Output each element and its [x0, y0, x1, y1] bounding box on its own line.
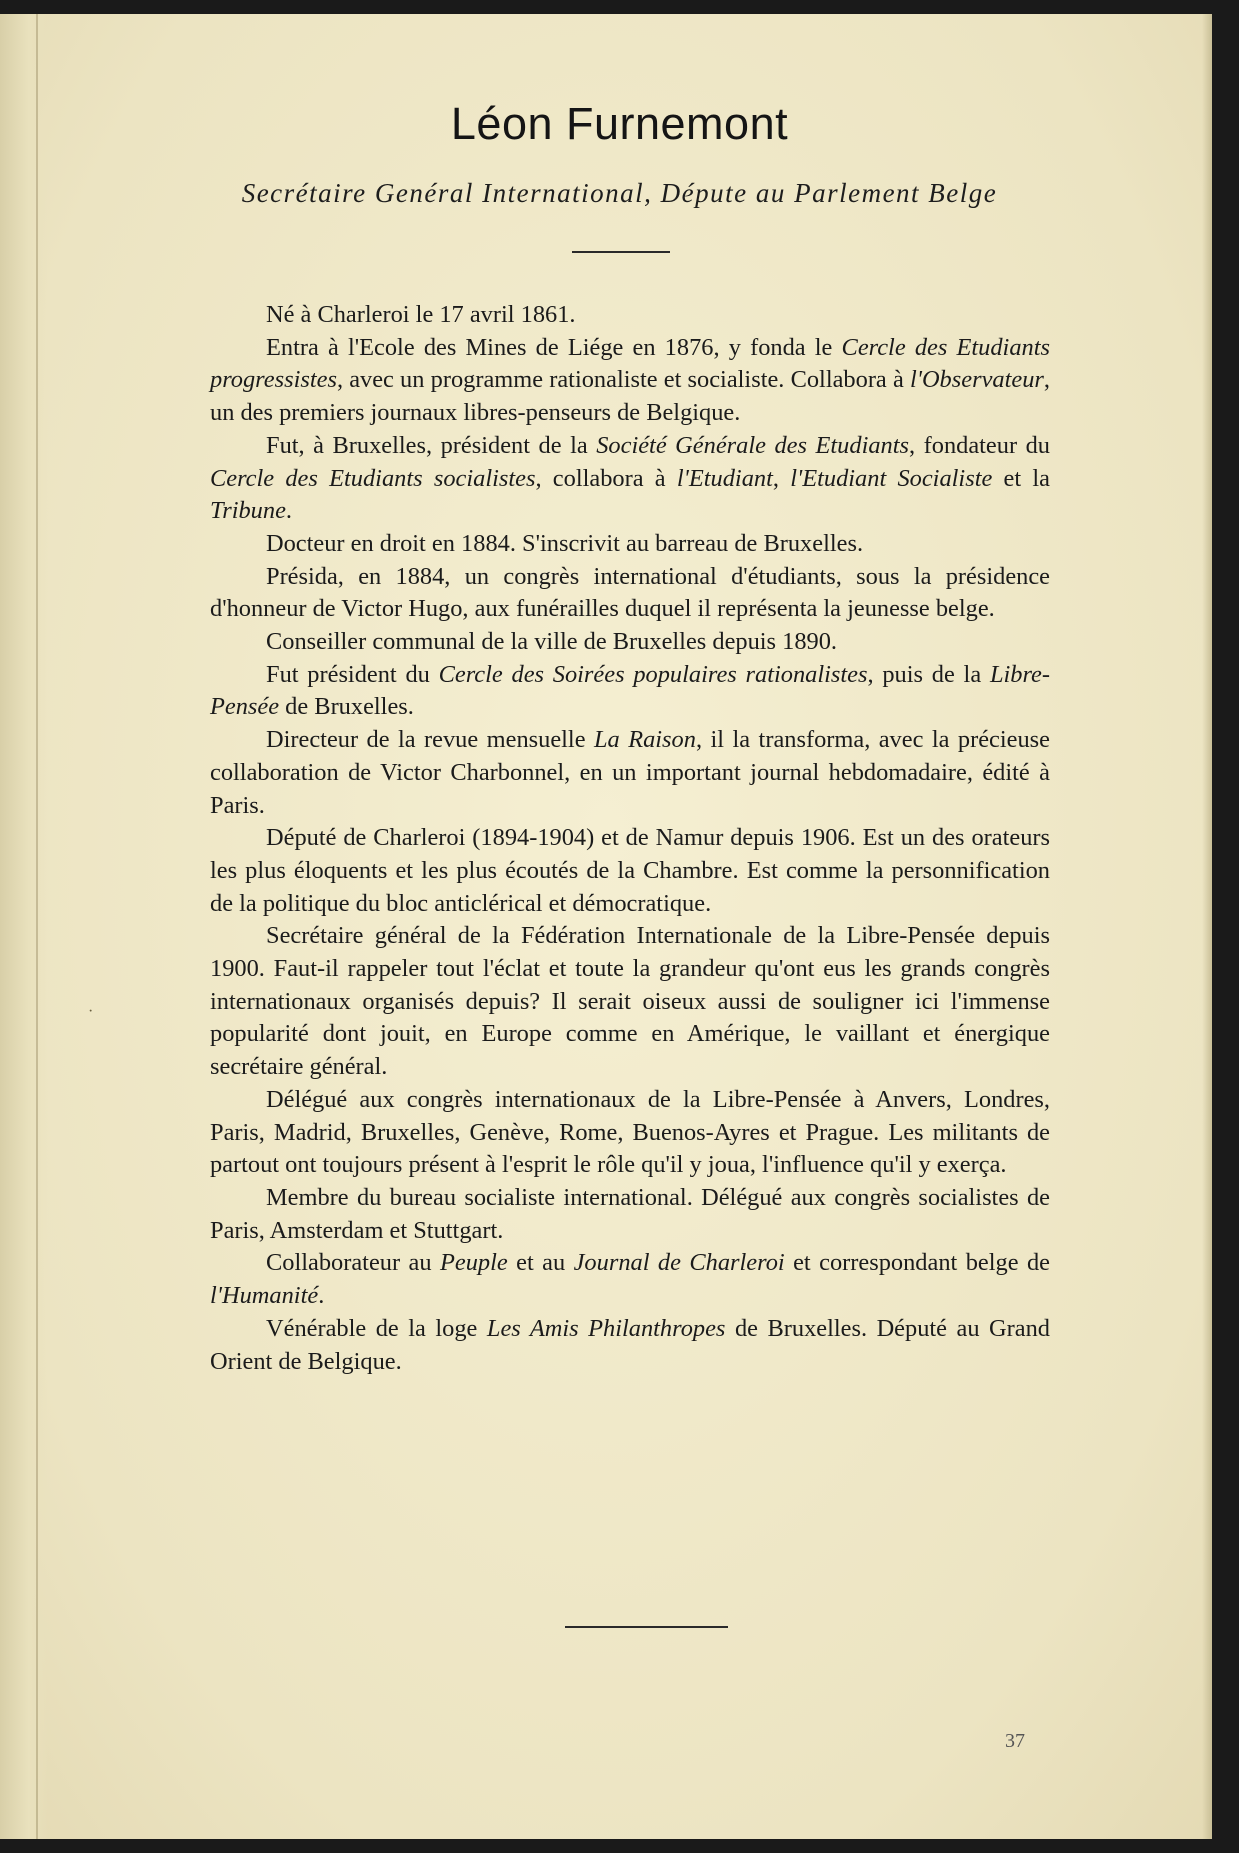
italic-title-text: Peuple	[439, 1249, 508, 1277]
paragraph-text: Député de Charleroi (1894-1904) et de Namur depuis 1906. Est un des orateurs les plus éloquents et les plus écoutés de la Chambre. Est comme la personnification de la politique du bloc anticlérical et démocratique.	[210, 824, 1050, 917]
binding-line	[36, 14, 38, 1839]
paragraph-text: Délégué aux congrès internationaux de la Libre-Pensée à Anvers, Londres, Paris, Madrid, Bruxelles, Genève, Rome, Buenos-Ayres et Prague. Les militants de partout ont toujours présent à l'esprit le rôle qu'il y joua, l'influence qu'il y exerça.	[210, 1085, 1050, 1179]
paragraph-text: Né à Charleroi le 17 avril 1861.	[266, 301, 576, 328]
paragraph	[210, 626, 1050, 659]
paragraph-text: , avec un programme rationaliste et socialiste. Collabora à	[336, 366, 910, 394]
page-subtitle: Secrétaire Genéral International, Députe au Parlement Belge	[241, 178, 998, 208]
paragraph-text: Secrétaire général de la Fédération Internationale de la Libre-Pensée depuis 1900. Faut-il rappeler tout l'éclat et toute la grandeur qu'ont eus les grands congrès internationaux organisés depuis? Il serait oiseux aussi de souligner ici l'immense popularité dont jouit, en Europe comme en Amérique, le vaillant et énergique secrétaire général.	[210, 922, 1050, 1081]
paragraph-text: Présida, en 1884, un congrès international d'étudiants, sous la présidence d'honneur de Victor Hugo, aux funérailles duquel il représenta la jeunesse belge.	[210, 562, 1050, 623]
paragraph-text: , puis de la	[867, 660, 990, 688]
paragraph-text: et correspondant belge de	[784, 1249, 1050, 1277]
italic-title-text: Les Amis Philanthropes	[486, 1314, 726, 1342]
italic-title-text: l'Observateur	[909, 366, 1044, 394]
paragraph-text: .	[285, 497, 293, 525]
end-divider	[565, 1626, 728, 1628]
page-title: Léon Furnemont	[450, 98, 789, 149]
page-gutter-shadow	[0, 14, 48, 1839]
paragraph-text: Fut président du	[266, 660, 439, 688]
paragraph	[210, 920, 1050, 1084]
paragraph-text: Membre du bureau socialiste international. Délégué aux congrès socialistes de Paris, Amsterdam et Stuttgart.	[210, 1183, 1050, 1244]
italic-title-text: Tribune	[210, 497, 286, 525]
biography-text	[210, 299, 1050, 1378]
paragraph-text: Vénérable de la loge	[266, 1314, 487, 1342]
paragraph-text: et la	[992, 464, 1050, 492]
italic-title-text: Cercle des Etudiants socialistes	[210, 464, 536, 492]
italic-title-text: Libre-Pensée	[210, 660, 1051, 721]
paragraph-text: Fut, à Bruxelles, président de la	[266, 431, 597, 459]
paragraph-text: ,	[772, 464, 791, 492]
paragraph-text: , collabora à	[535, 464, 677, 492]
paragraph-text: de Bruxelles. Député au Grand Orient de Belgique.	[210, 1314, 1050, 1375]
paragraph	[210, 528, 1050, 561]
paragraph-text: Collaborateur au	[266, 1249, 440, 1277]
paragraph-text: de Bruxelles.	[279, 693, 414, 721]
ink-speck: ·	[88, 1003, 94, 1020]
italic-title-text: Cercle des Soirées populaires rationalistes	[438, 660, 868, 688]
paragraph	[210, 561, 1050, 626]
paragraph	[210, 659, 1050, 724]
italic-title-text: Cercle des Etudiants progressistes	[210, 333, 1050, 394]
italic-title-text: Société Générale des Etudiants	[596, 431, 909, 459]
paragraph	[210, 1084, 1050, 1182]
paragraph-text: Entra à l'Ecole des Mines de Liége en 1876, y fonda le	[266, 333, 842, 361]
paragraph	[210, 724, 1050, 822]
paragraph-text: , il la transforma, avec la précieuse collaboration de Victor Charbonnel, en un important journal hebdomadaire, édité à Paris.	[210, 726, 1050, 819]
italic-title-text: l'Humanité	[210, 1282, 319, 1310]
paragraph-text: , un des premiers journaux libres-penseurs de Belgique.	[210, 366, 1050, 427]
paragraph	[210, 299, 1050, 332]
italic-title-text: La Raison	[593, 726, 696, 754]
paragraph-text: et au	[507, 1249, 574, 1277]
page-number: 37	[1005, 1730, 1025, 1752]
italic-title-text: l'Etudiant Socialiste	[790, 464, 993, 492]
paragraph-text: .	[318, 1282, 325, 1310]
page-edge-shadow	[1202, 14, 1212, 1839]
paragraph-text: , fondateur du	[909, 431, 1050, 459]
paragraph-text: Docteur en droit en 1884. S'inscrivit au barreau de Bruxelles.	[266, 529, 864, 557]
italic-title-text: l'Etudiant	[676, 464, 773, 492]
italic-title-text: Journal de Charleroi	[573, 1249, 785, 1277]
paragraph	[210, 1247, 1050, 1312]
paragraph	[210, 822, 1050, 920]
paragraph	[210, 332, 1050, 430]
paragraph	[210, 1313, 1050, 1378]
paragraph	[210, 430, 1050, 528]
paragraph-text: Conseiller communal de la ville de Bruxelles depuis 1890.	[266, 628, 838, 656]
paragraph	[210, 1182, 1050, 1247]
paragraph-text: Directeur de la revue mensuelle	[266, 726, 594, 754]
title-divider	[572, 251, 670, 253]
